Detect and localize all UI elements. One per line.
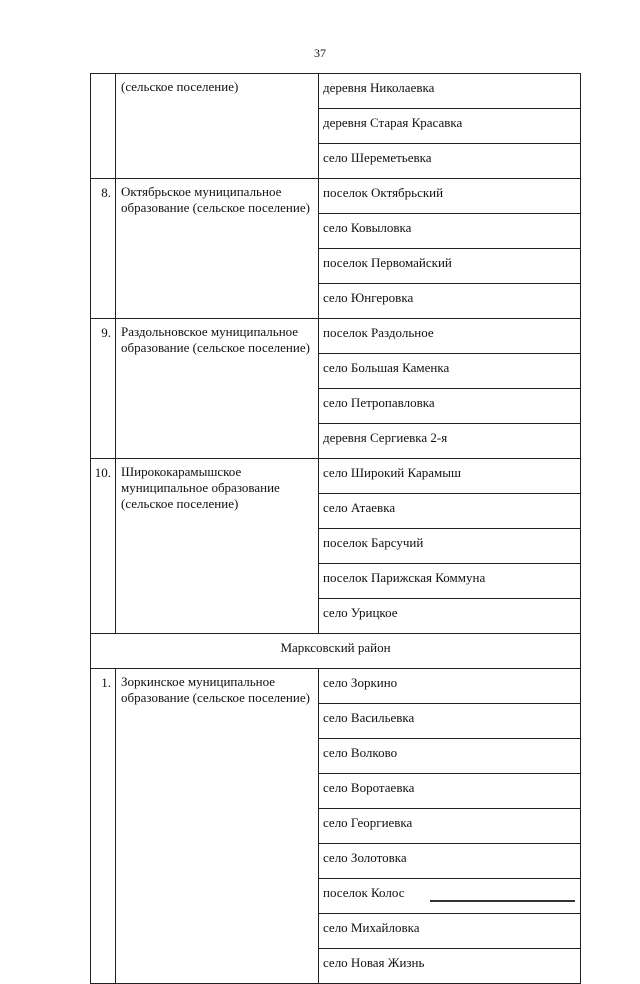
row-number	[91, 74, 116, 179]
settlement-cell: село Георгиевка	[319, 809, 581, 844]
settlement-cell: село Новая Жизнь	[319, 949, 581, 984]
district-heading: Марксовский район	[91, 634, 581, 669]
settlement-cell: село Зоркино	[319, 669, 581, 704]
table-row	[91, 459, 581, 494]
table-row	[91, 179, 581, 214]
municipality-name: Раздольновское муниципальное образование (сельское поселение)	[116, 319, 319, 459]
municipality-name: Октябрьское муниципальное образование (сельское поселение)	[116, 179, 319, 319]
settlement-cell: село Ковыловка	[319, 214, 581, 249]
row-number: 1.	[91, 669, 116, 984]
settlement-cell: поселок Барсучий	[319, 529, 581, 564]
row-number: 9.	[91, 319, 116, 459]
settlement-cell: село Большая Каменка	[319, 354, 581, 389]
settlement-cell: поселок Колос	[319, 879, 581, 914]
settlement-cell: поселок Октябрьский	[319, 179, 581, 214]
settlement-cell: поселок Первомайский	[319, 249, 581, 284]
settlement-cell: поселок Парижская Коммуна	[319, 564, 581, 599]
settlement-cell: деревня Николаевка	[319, 74, 581, 109]
settlement-cell: село Атаевка	[319, 494, 581, 529]
settlement-cell: село Михайловка	[319, 914, 581, 949]
settlement-cell: поселок Раздольное	[319, 319, 581, 354]
page-number: 37	[314, 46, 326, 60]
district-row	[91, 634, 581, 669]
row-number: 10.	[91, 459, 116, 634]
settlement-cell: село Васильевка	[319, 704, 581, 739]
municipality-name: (сельское поселение)	[116, 74, 319, 179]
settlement-cell: село Петропавловка	[319, 389, 581, 424]
municipality-name: Зоркинское муниципальное образование (сельское поселение)	[116, 669, 319, 984]
settlement-cell: село Волково	[319, 739, 581, 774]
settlement-cell: село Золотовка	[319, 844, 581, 879]
table-row	[91, 319, 581, 354]
row-number: 8.	[91, 179, 116, 319]
settlement-cell: деревня Старая Красавка	[319, 109, 581, 144]
settlement-cell: село Юнгеровка	[319, 284, 581, 319]
settlement-cell: село Широкий Карамыш	[319, 459, 581, 494]
settlement-cell: село Шереметьевка	[319, 144, 581, 179]
municipality-name: Ширококарамышское муниципальное образование (сельское поселение)	[116, 459, 319, 634]
table-row	[91, 74, 581, 109]
bottom-rule	[430, 900, 575, 902]
settlement-cell: село Воротаевка	[319, 774, 581, 809]
settlement-cell: деревня Сергиевка 2-я	[319, 424, 581, 459]
settlement-cell: село Урицкое	[319, 599, 581, 634]
municipalities-table	[90, 73, 581, 984]
table-row	[91, 669, 581, 704]
